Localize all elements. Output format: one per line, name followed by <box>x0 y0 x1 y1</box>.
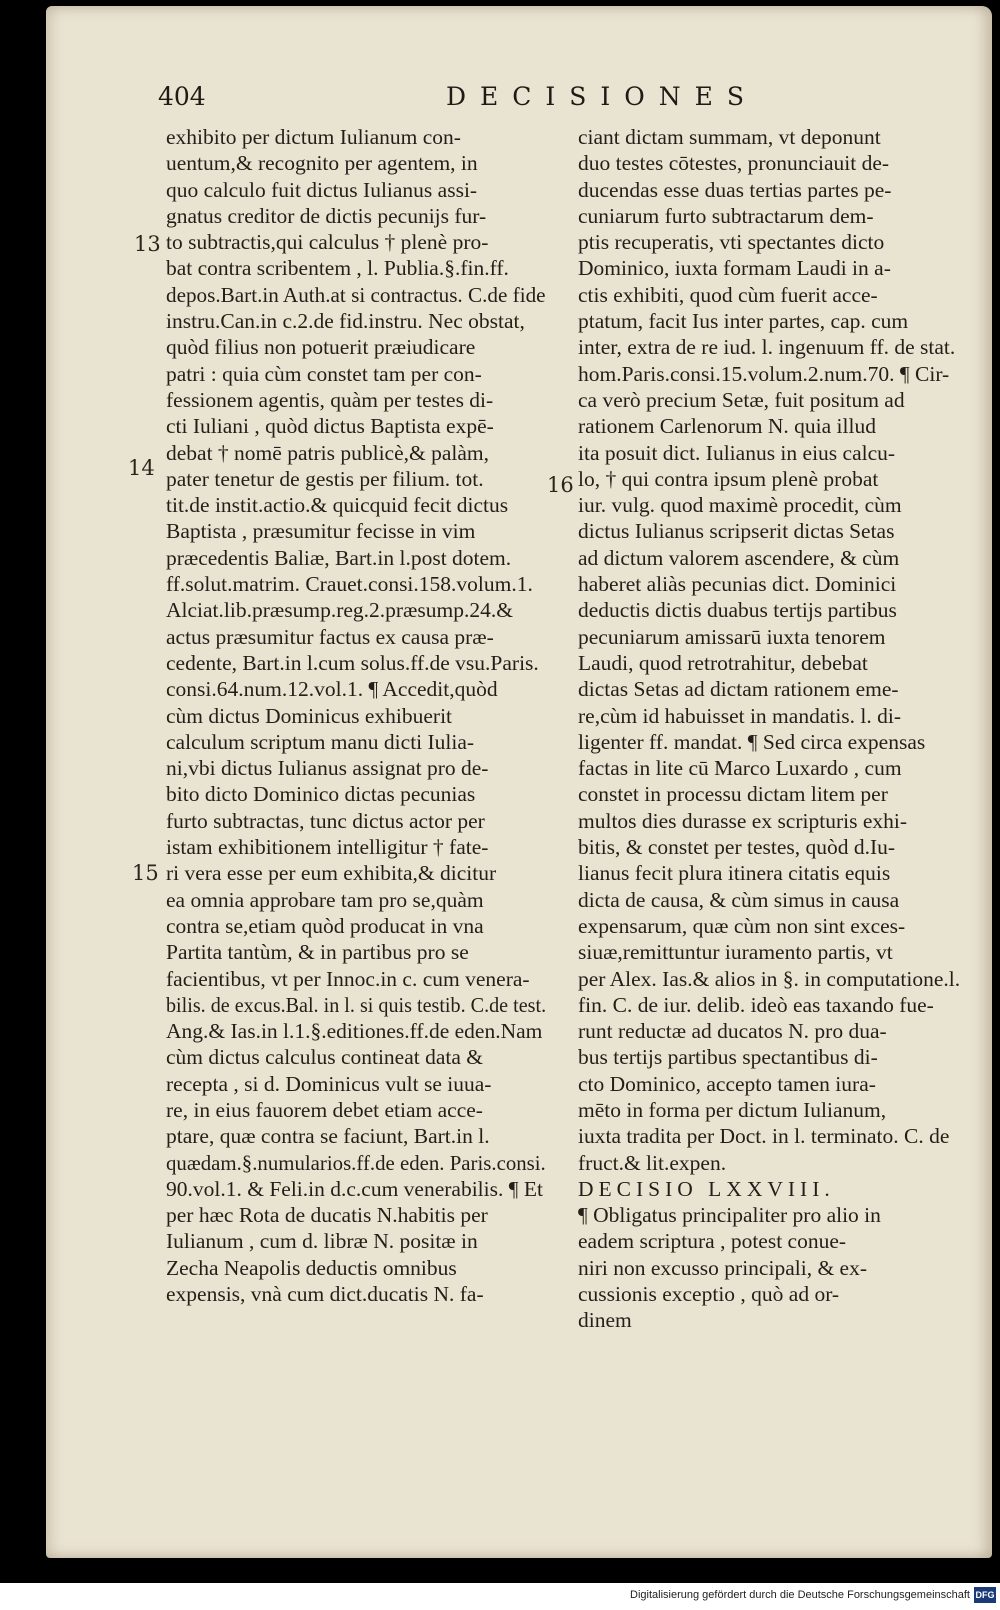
text-line: dinem <box>578 1308 632 1333</box>
footer-bar <box>0 1583 1000 1610</box>
decision-heading: DECISIO LXXVIII. <box>578 1176 835 1201</box>
text-line: ri vera esse per eum exhibita,& dicitur <box>166 861 497 886</box>
text-line: calculum scriptum manu dicti Iulia- <box>166 729 475 754</box>
text-line: uentum,& recognito per agentem, in <box>166 151 478 176</box>
text-line: cedente, Bart.in l.cum solus.ff.de vsu.Paris. <box>166 650 539 675</box>
text-line: præcedentis Baliæ, Bart.in l.post dotem. <box>166 545 512 570</box>
text-line: factas in lite cū Marco Luxardo , cum <box>578 756 902 781</box>
text-line: contra se,etiam quòd producat in vna <box>166 913 484 938</box>
text-line: ¶ Obligatus principaliter pro alio in <box>578 1203 881 1228</box>
text-line: bito dicto Dominico dictas pecunias <box>166 782 476 807</box>
text-line: iur. vulg. quod maximè procedit, cùm <box>578 493 902 518</box>
text-line: ctis exhibiti, quod cùm fuerit acce- <box>578 282 878 307</box>
text-line: ca verò precium Setæ, fuit positum ad <box>578 387 905 412</box>
margin-number: 13 <box>134 232 161 256</box>
text-line: duo testes cōtestes, pronunciauit de- <box>578 151 890 176</box>
text-line: pecuniarum amissarū iuxta tenorem <box>578 624 886 649</box>
text-line: istam exhibitionem intelligitur † fate- <box>166 835 489 860</box>
text-line: expensarum, quæ cùm non sint exces- <box>578 913 906 938</box>
text-line: instru.Can.in c.2.de fid.instru. Nec obstat, <box>166 309 525 334</box>
text-line: lo, † qui contra ipsum plenè probat <box>578 466 879 491</box>
text-line: haberet aliàs pecunias dict. Dominici <box>578 572 897 597</box>
text-line: pater tenetur de gestis per filium. tot. <box>166 466 484 491</box>
text-line: consi.64.num.12.vol.1. ¶ Accedit,quòd <box>166 677 498 702</box>
text-line: 90.vol.1. & Feli.in d.c.cum venerabilis. ¶ Et <box>166 1176 543 1201</box>
text-line: expensis, vnà cum dict.ducatis N. fa- <box>166 1282 484 1307</box>
text-line: deductis dictis duabus tertijs partibus <box>578 598 897 623</box>
text-line: mēto in forma per dictum Iulianum, <box>578 1097 887 1122</box>
text-line: cussionis exceptio , quò ad or- <box>578 1282 840 1307</box>
text-line: ad dictum valorem ascendere, & cùm <box>578 545 900 570</box>
text-line: hom.Paris.consi.15.volum.2.num.70. ¶ Cir- <box>578 361 950 386</box>
margin-number: 14 <box>128 456 155 480</box>
text-line: dicta de causa, & cùm simus in causa <box>578 887 900 912</box>
text-line: niri non excusso principali, & ex- <box>578 1255 867 1280</box>
text-line: bat contra scribentem , l. Publia.§.fin.ff. <box>166 256 509 281</box>
text-line: patri : quia cùm constet tam per con- <box>166 361 482 386</box>
text-line: dictas Setas ad dictam rationem eme- <box>578 677 899 702</box>
text-line: cùm dictus calculus contineat data & <box>166 1045 484 1070</box>
book-page <box>46 6 992 1558</box>
text-line: tit.de instit.actio.& quicquid fecit dictus <box>166 493 509 518</box>
text-line: fin. C. de iur. delib. ideò eas taxando fue- <box>578 992 934 1017</box>
margin-number: 16 <box>547 473 574 497</box>
text-line: Zecha Neapolis deductis omnibus <box>166 1255 457 1280</box>
text-line: multos dies durasse ex scripturis exhi- <box>578 808 908 833</box>
text-line: to subtractis,qui calculus † plenè pro- <box>166 230 489 255</box>
right-column <box>578 124 978 1334</box>
text-line: Dominico, iuxta formam Laudi in a- <box>578 256 891 281</box>
text-line: rationem Carlenorum N. quia illud <box>578 414 876 439</box>
text-line: recepta , si d. Dominicus vult se iuua- <box>166 1071 492 1096</box>
margin-number: 15 <box>132 861 159 885</box>
text-line: quædam.§.numularios.ff.de eden. Paris.consi. <box>166 1150 546 1175</box>
text-line: exhibito per dictum Iulianum con- <box>166 125 461 149</box>
text-line: debat † nomē patris publicè,& palàm, <box>166 440 490 465</box>
text-line: Baptista , præsumitur fecisse in vim <box>166 519 476 544</box>
text-line: fruct.& lit.expen. <box>578 1150 727 1175</box>
text-line: depos.Bart.in Auth.at si contractus. C.de fide <box>166 282 546 307</box>
text-line: quo calculo fuit dictus Iulianus assi- <box>166 177 478 202</box>
text-line: cùm dictus Dominicus exhibuerit <box>166 703 453 728</box>
text-line: per Alex. Ias.& alios in §. in computatione.l. <box>578 966 961 991</box>
text-line: quòd filius non potuerit præiudicare <box>166 335 476 360</box>
text-line: Laudi, quod retrotrahitur, debebat <box>578 650 868 675</box>
text-line: cto Dominico, accepto tamen iura- <box>578 1071 876 1096</box>
text-line: lianus fecit plura itinera citatis equis <box>578 861 891 886</box>
running-head: DECISIONES <box>446 82 759 111</box>
text-line: dictus Iulianus scripserit dictas Setas <box>578 519 895 544</box>
text-line: re, in eius fauorem debet etiam acce- <box>166 1097 483 1122</box>
text-line: inter, extra de re iud. l. ingenuum ff. de stat. <box>578 335 956 360</box>
text-line: bilis. de excus.Bal. in l. si quis testib. C.de test. <box>166 992 547 1017</box>
text-line: runt reductæ ad ducatos N. pro dua- <box>578 1019 887 1044</box>
text-line: ff.solut.matrim. Crauet.consi.158.volum.1. <box>166 572 533 597</box>
text-line: fessionem agentis, quàm per testes di- <box>166 387 494 412</box>
text-line: bus tertijs partibus spectantibus di- <box>578 1045 878 1070</box>
text-line: ita posuit dict. Iulianus in eius calcu- <box>578 440 896 465</box>
text-line: ducendas esse duas tertias partes pe- <box>578 177 892 202</box>
text-line: Ang.& Ias.in l.1.§.editiones.ff.de eden.Nam <box>166 1019 543 1044</box>
text-line: cti Iuliani , quòd dictus Baptista expē- <box>166 414 494 439</box>
text-line: siuæ,remittuntur iuramento partis, vt <box>578 940 893 965</box>
text-line: actus præsumitur factus ex causa præ- <box>166 624 494 649</box>
text-line: re,cùm id habuisset in mandatis. l. di- <box>578 703 902 728</box>
text-line: constet in processu dictam litem per <box>578 782 888 807</box>
text-line: facientibus, vt per Innoc.in c. cum venera- <box>166 966 530 991</box>
text-line: Alciat.lib.præsump.reg.2.præsump.24.& <box>166 598 513 623</box>
page-number: 404 <box>158 82 206 111</box>
footer-credit: Digitalisierung gefördert durch die Deutsche Forschungsgemeinschaft <box>630 1589 970 1601</box>
text-line: per hæc Rota de ducatis N.habitis per <box>166 1203 488 1228</box>
text-line: ptatum, facit Ius inter partes, cap. cum <box>578 309 909 334</box>
text-line: ligenter ff. mandat. ¶ Sed circa expensas <box>578 729 926 754</box>
text-line: Iulianum , cum d. libræ N. positæ in <box>166 1229 478 1254</box>
text-line: cuniarum furto subtractarum dem- <box>578 203 874 228</box>
text-line: furto subtractas, tunc dictus actor per <box>166 808 485 833</box>
text-line: ciant dictam summam, vt deponunt <box>578 125 881 149</box>
text-line: iuxta tradita per Doct. in l. terminato. C. de <box>578 1124 950 1149</box>
text-line: gnatus creditor de dictis pecunijs fur- <box>166 203 487 228</box>
text-line: ni,vbi dictus Iulianus assignat pro de- <box>166 756 489 781</box>
text-line: bitis, & constet per testes, quòd d.Iu- <box>578 835 896 860</box>
left-column <box>166 124 546 1307</box>
dfg-logo: DFG <box>974 1587 996 1603</box>
text-line: ptis recuperatis, vti spectantes dicto <box>578 230 885 255</box>
text-line: ea omnia approbare tam pro se,quàm <box>166 887 484 912</box>
text-line: ptare, quæ contra se faciunt, Bart.in l. <box>166 1124 490 1149</box>
text-line: Partita tantùm, & in partibus pro se <box>166 940 469 965</box>
text-line: eadem scriptura , potest conue- <box>578 1229 847 1254</box>
